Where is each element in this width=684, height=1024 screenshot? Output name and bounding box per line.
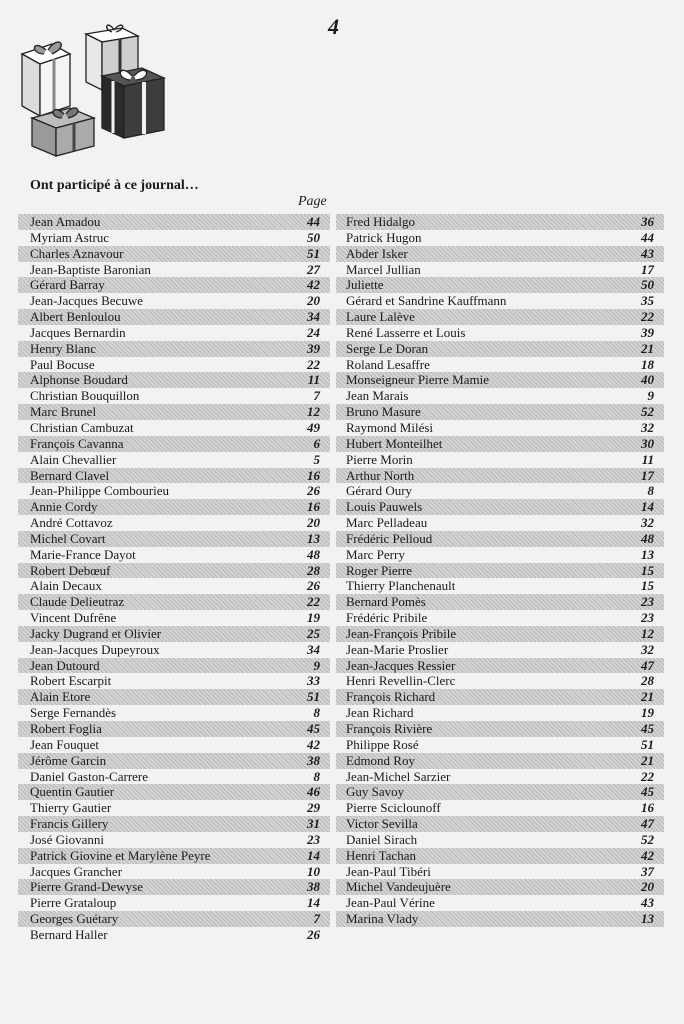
contributor-row [346, 293, 654, 309]
contributor-name: Charles Aznavour [30, 245, 124, 261]
contributor-row [346, 832, 654, 848]
contributor-page: 31 [307, 816, 320, 832]
contributor-name: Jean-Jacques Becuwe [30, 293, 143, 309]
contributor-page: 8 [313, 705, 320, 721]
contributor-name: Roger Pierre [346, 562, 413, 578]
contributor-page: 42 [307, 277, 320, 293]
contributor-page: 14 [307, 895, 320, 911]
contributors-right-column [346, 214, 654, 927]
contributor-name: Jacky Dugrand et Olivier [30, 625, 162, 641]
contributor-row [18, 784, 330, 800]
contributors-left-column [30, 214, 320, 943]
contributor-name: Alphonse Boudard [30, 372, 128, 388]
contributor-page: 51 [307, 689, 320, 705]
contributor-row [346, 483, 654, 499]
contributor-name: Jacques Grancher [30, 863, 123, 879]
contributor-page: 23 [641, 610, 654, 626]
contributor-row [30, 293, 320, 309]
contributor-row [30, 547, 320, 563]
contributor-page: 25 [307, 625, 320, 641]
contributor-name: Pierre Sciclounoff [346, 800, 441, 816]
contributor-row [346, 705, 654, 721]
contributor-name: Jean Marais [346, 388, 409, 404]
contributor-row [346, 230, 654, 246]
contributor-name: Jean-Jacques Dupeyroux [30, 641, 160, 657]
contributor-row [30, 895, 320, 911]
contributor-row [18, 658, 330, 674]
contributor-row [18, 594, 330, 610]
contributor-row [18, 879, 330, 895]
contributor-row [30, 230, 320, 246]
contributor-page: 26 [307, 578, 320, 594]
contributor-page: 47 [641, 816, 654, 832]
contributor-row [18, 277, 330, 293]
contributor-row [336, 626, 664, 642]
contributor-name: Hubert Monteilhet [346, 435, 443, 451]
contributor-page: 28 [307, 562, 320, 578]
contributor-name: Vincent Dufrêne [30, 610, 117, 626]
contributor-name: Juliette [346, 277, 384, 293]
contributor-page: 51 [641, 736, 654, 752]
contributor-row [18, 531, 330, 547]
contributor-row [346, 895, 654, 911]
contributor-row [336, 816, 664, 832]
contributor-page: 20 [641, 879, 654, 895]
contributor-row [336, 911, 664, 927]
contributor-page: 44 [307, 214, 320, 229]
contributor-row [336, 214, 664, 230]
contributor-row [30, 515, 320, 531]
contributor-name: Christian Cambuzat [30, 419, 134, 435]
contributor-name: Quentin Gautier [30, 784, 115, 800]
contributor-name: Philippe Rosé [346, 736, 419, 752]
contributor-name: Alain Etore [30, 689, 91, 705]
contributor-name: Marcel Jullian [346, 261, 421, 277]
gift-box-dark [102, 68, 164, 138]
contributor-row [30, 832, 320, 848]
contributor-row [336, 309, 664, 325]
contributor-page: 19 [307, 610, 320, 626]
contributor-row [30, 388, 320, 404]
contributor-page: 7 [313, 388, 320, 404]
contributor-page: 9 [313, 657, 320, 673]
contributor-row [30, 578, 320, 594]
contributor-name: Jean-Marie Proslier [346, 641, 449, 657]
contributor-page: 23 [307, 831, 320, 847]
contributor-page: 38 [307, 752, 320, 768]
contributor-name: Frédéric Pelloud [346, 530, 433, 546]
contributor-name: Gérard et Sandrine Kauffmann [346, 293, 507, 309]
contributor-name: Jean-Paul Tibéri [346, 863, 431, 879]
contributor-page: 45 [641, 784, 654, 800]
contributor-page: 21 [641, 689, 654, 705]
contributor-row [18, 468, 330, 484]
contributor-row [18, 214, 330, 230]
contributor-page: 35 [641, 293, 654, 309]
contributor-page: 51 [307, 245, 320, 261]
contributor-page: 11 [307, 372, 320, 388]
contributor-name: Frédéric Pribile [346, 610, 428, 626]
contributor-name: Daniel Sirach [346, 831, 418, 847]
contributor-name: Jacques Bernardin [30, 324, 126, 340]
contributor-row [18, 753, 330, 769]
contributor-name: François Cavanna [30, 435, 124, 451]
contributor-row [30, 927, 320, 943]
contributor-row [346, 800, 654, 816]
contributor-page: 15 [641, 562, 654, 578]
contributor-row [336, 563, 664, 579]
contributor-name: Laure Lalève [346, 309, 415, 325]
contributor-name: Jean Richard [346, 705, 414, 721]
contributor-page: 13 [641, 911, 654, 927]
contributor-page: 52 [641, 831, 654, 847]
contributor-name: Bernard Haller [30, 926, 108, 942]
contributor-page: 32 [641, 515, 654, 531]
contributor-page: 13 [307, 530, 320, 546]
contributor-page: 16 [641, 800, 654, 816]
contributor-name: René Lasserre et Louis [346, 324, 466, 340]
contributor-page: 20 [307, 515, 320, 531]
contributor-name: Christian Bouquillon [30, 388, 140, 404]
contributor-page: 5 [313, 451, 320, 467]
contributor-name: Roland Lesaffre [346, 356, 430, 372]
contributor-page: 17 [641, 261, 654, 277]
contributor-row [18, 563, 330, 579]
contributor-row [30, 642, 320, 658]
contributor-row [336, 372, 664, 388]
contributor-row [346, 864, 654, 880]
contributor-name: Paul Bocuse [30, 356, 95, 372]
contributor-name: Marc Brunel [30, 404, 97, 420]
contributor-row [30, 737, 320, 753]
contributor-page: 28 [641, 673, 654, 689]
contributor-row [18, 246, 330, 262]
contributor-name: Henri Tachan [346, 847, 416, 863]
contributor-name: Pierre Grataloup [30, 895, 117, 911]
contributor-row [336, 277, 664, 293]
contributor-page: 30 [641, 435, 654, 451]
contributor-row [18, 816, 330, 832]
contributor-name: Gérard Barray [30, 277, 105, 293]
contributor-name: Henry Blanc [30, 340, 97, 356]
contributor-row [346, 420, 654, 436]
contributor-name: Arthur North [346, 467, 415, 483]
contributor-name: Serge Le Doran [346, 340, 429, 356]
contributor-page: 19 [641, 705, 654, 721]
contributor-name: Guy Savoy [346, 784, 405, 800]
contributor-row [336, 531, 664, 547]
contributor-row [18, 626, 330, 642]
contributor-row [30, 420, 320, 436]
contributor-page: 42 [307, 736, 320, 752]
contributor-page: 6 [313, 435, 320, 451]
contributor-page: 22 [307, 594, 320, 610]
page-column-label: Page [298, 194, 327, 209]
contributor-name: Patrick Giovine et Marylène Peyre [30, 847, 211, 863]
contributor-name: Daniel Gaston-Carrere [30, 768, 149, 784]
contributor-row [336, 721, 664, 737]
contributor-row [18, 689, 330, 705]
contributor-row [30, 452, 320, 468]
contributor-name: Marc Pelladeau [346, 515, 428, 531]
contributor-name: Jean Fouquet [30, 736, 99, 752]
contributor-name: Georges Guétary [30, 911, 119, 927]
contributor-row [336, 468, 664, 484]
contributor-row [30, 357, 320, 373]
contributor-name: Pierre Grand-Dewyse [30, 879, 143, 895]
contributor-name: Bruno Masure [346, 404, 421, 420]
contributor-page: 44 [641, 229, 654, 245]
contributor-name: Gérard Oury [346, 483, 413, 499]
contributor-name: Jean Dutourd [30, 657, 100, 673]
contributor-row [346, 642, 654, 658]
contributor-name: Raymond Milési [346, 419, 434, 435]
contributor-page: 13 [641, 546, 654, 562]
contributor-page: 43 [641, 895, 654, 911]
contributor-page: 33 [307, 673, 320, 689]
contributor-row [346, 388, 654, 404]
contributor-name: Jean-Baptiste Baronian [30, 261, 151, 277]
contributor-page: 9 [647, 388, 654, 404]
contributor-name: Jean-Michel Sarzier [346, 768, 451, 784]
contributor-page: 16 [307, 467, 320, 483]
contributor-name: François Richard [346, 689, 436, 705]
contributor-page: 38 [307, 879, 320, 895]
contributor-name: José Giovanni [30, 831, 105, 847]
contributor-name: Victor Sevilla [346, 816, 418, 832]
contributor-page: 20 [307, 293, 320, 309]
contributor-row [336, 879, 664, 895]
contributor-page: 52 [641, 404, 654, 420]
contributor-page: 22 [641, 768, 654, 784]
contributor-name: Jérôme Garcin [30, 752, 107, 768]
contributor-page: 49 [307, 419, 320, 435]
contributor-name: Michel Vandeujuère [346, 879, 451, 895]
contributor-name: Jean-Paul Vérine [346, 895, 435, 911]
contributor-page: 46 [307, 784, 320, 800]
contributor-page: 8 [313, 768, 320, 784]
contributor-name: Bernard Clavel [30, 467, 110, 483]
contributor-row [18, 848, 330, 864]
gift-box-front [32, 108, 94, 156]
contributor-page: 21 [641, 340, 654, 356]
contributor-name: Annie Cordy [30, 499, 98, 515]
contributor-row [346, 769, 654, 785]
gift-box-left [22, 42, 70, 116]
contributor-name: Alain Chevallier [30, 451, 117, 467]
contributor-row [346, 452, 654, 468]
contributor-row [18, 372, 330, 388]
contributors-heading: Ont participé à ce journal… [30, 178, 199, 193]
contributor-page: 36 [641, 214, 654, 229]
contributor-row [346, 515, 654, 531]
contributor-name: Thierry Planchenault [346, 578, 456, 594]
contributor-name: Jean Amadou [30, 214, 101, 229]
contributor-name: Thierry Gautier [30, 800, 112, 816]
contributor-page: 37 [641, 863, 654, 879]
contributor-row [30, 483, 320, 499]
contributor-row [336, 784, 664, 800]
contributor-name: Henri Revellin-Clerc [346, 673, 456, 689]
contributor-page: 34 [307, 641, 320, 657]
contributor-name: Patrick Hugon [346, 229, 422, 245]
contributor-page: 12 [641, 625, 654, 641]
contributor-page: 22 [641, 309, 654, 325]
contributor-page: 12 [307, 404, 320, 420]
contributor-name: Albert Benloulou [30, 309, 121, 325]
contributor-row [336, 436, 664, 452]
contributor-row [30, 769, 320, 785]
contributor-name: Robert Escarpit [30, 673, 112, 689]
contributor-page: 40 [641, 372, 654, 388]
contributor-name: Robert Foglia [30, 721, 102, 736]
contributor-name: Francis Gillery [30, 816, 109, 832]
contributor-page: 32 [641, 419, 654, 435]
contributor-page: 42 [641, 847, 654, 863]
contributor-page: 17 [641, 467, 654, 483]
gift-boxes-illustration [18, 20, 168, 158]
contributor-row [30, 673, 320, 689]
contributor-page: 45 [307, 721, 320, 736]
contributor-page: 48 [307, 546, 320, 562]
contributor-name: Marina Vlady [346, 911, 419, 927]
contributor-page: 26 [307, 483, 320, 499]
contributor-name: Serge Fernandès [30, 705, 117, 721]
contributor-row [336, 341, 664, 357]
contributor-name: Jean-Philippe Combourieu [30, 483, 170, 499]
contributor-name: Louis Pauwels [346, 499, 423, 515]
contributor-page: 45 [641, 721, 654, 736]
contributor-page: 8 [647, 483, 654, 499]
contributor-page: 50 [307, 229, 320, 245]
contributor-row [18, 341, 330, 357]
contributor-page: 32 [641, 641, 654, 657]
contributor-row [336, 499, 664, 515]
contributor-page: 15 [641, 578, 654, 594]
contributor-name: Alain Decaux [30, 578, 102, 594]
contributor-page: 39 [641, 324, 654, 340]
contributor-row [346, 610, 654, 626]
contributor-name: Monseigneur Pierre Mamie [346, 372, 489, 388]
contributor-page: 39 [307, 340, 320, 356]
contributor-name: Claude Delieutraz [30, 594, 125, 610]
contributor-page: 14 [307, 847, 320, 863]
contributor-row [336, 753, 664, 769]
contributor-row [30, 325, 320, 341]
contributor-page: 11 [641, 451, 654, 467]
contributor-row [18, 499, 330, 515]
contributor-row [336, 404, 664, 420]
page-number: 4 [328, 14, 339, 39]
contributor-page: 26 [307, 926, 320, 942]
contributor-row [18, 721, 330, 737]
contributor-row [346, 737, 654, 753]
contributor-name: Pierre Morin [346, 451, 413, 467]
contributor-page: 23 [641, 594, 654, 610]
contributor-row [336, 848, 664, 864]
contributor-page: 18 [641, 356, 654, 372]
contributor-page: 22 [307, 356, 320, 372]
contributor-name: Robert Debœuf [30, 562, 111, 578]
contributor-name: Michel Covart [30, 530, 106, 546]
contributor-row [346, 578, 654, 594]
contributor-page: 24 [307, 324, 320, 340]
contributor-page: 29 [307, 800, 320, 816]
contributor-row [346, 325, 654, 341]
contributor-name: Marc Perry [346, 546, 405, 562]
contributor-page: 10 [307, 863, 320, 879]
contributor-name: Marie-France Dayot [30, 546, 136, 562]
contributor-name: Edmond Roy [346, 752, 415, 768]
contributor-row [30, 610, 320, 626]
contributor-name: Abder Isker [346, 245, 408, 261]
contributor-name: André Cottavoz [30, 515, 113, 531]
contributor-row [18, 436, 330, 452]
contributor-name: Bernard Pomès [346, 594, 426, 610]
contributor-page: 47 [641, 657, 654, 673]
contributor-name: Jean-François Pribile [346, 625, 457, 641]
contributor-row [346, 547, 654, 563]
contributor-row [18, 404, 330, 420]
contributor-name: François Rivière [346, 721, 433, 736]
contributor-page: 27 [307, 261, 320, 277]
contributor-row [30, 800, 320, 816]
contributor-page: 21 [641, 752, 654, 768]
contributor-row [336, 689, 664, 705]
contributor-row [346, 262, 654, 278]
contributor-row [336, 658, 664, 674]
contributor-row [30, 262, 320, 278]
contributor-row [30, 705, 320, 721]
contributor-page: 34 [307, 309, 320, 325]
contributor-row [30, 864, 320, 880]
contributor-page: 14 [641, 499, 654, 515]
contributor-page: 43 [641, 245, 654, 261]
contributor-row [336, 594, 664, 610]
contributor-row [336, 246, 664, 262]
contributor-page: 50 [641, 277, 654, 293]
contributor-name: Myriam Astruc [30, 229, 110, 245]
contributor-name: Fred Hidalgo [346, 214, 415, 229]
contributor-row [18, 911, 330, 927]
contributor-row [18, 309, 330, 325]
contributor-row [346, 357, 654, 373]
contributor-page: 48 [641, 530, 654, 546]
contributor-page: 7 [313, 911, 320, 927]
contributor-name: Jean-Jacques Ressier [346, 657, 456, 673]
contributor-page: 16 [307, 499, 320, 515]
contributor-row [346, 673, 654, 689]
